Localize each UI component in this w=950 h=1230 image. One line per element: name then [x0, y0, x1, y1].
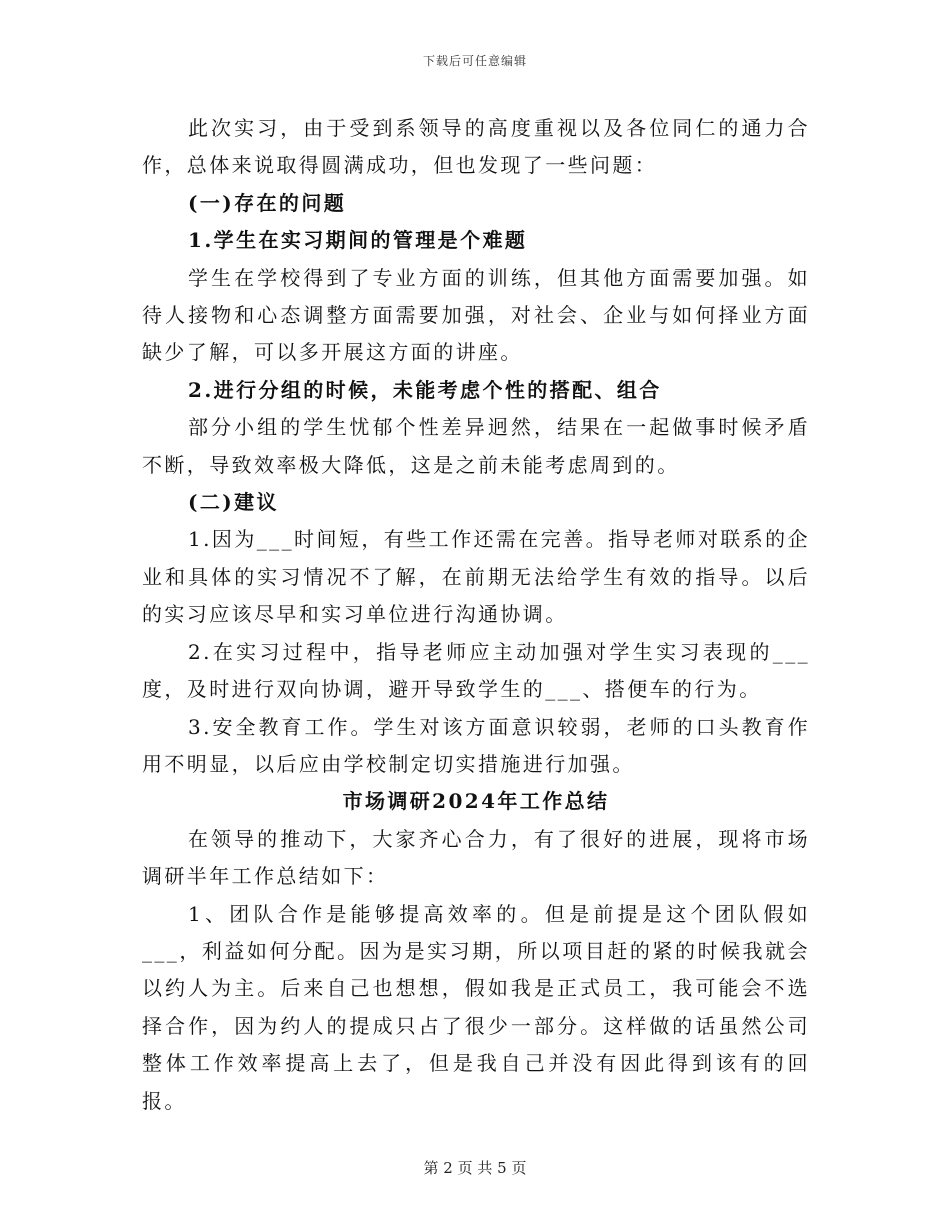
document-body	[142, 110, 810, 1120]
suggestion-3: 3.安全教育工作。学生对该方面意识较弱，老师的口头教育作用不明显，以后应由学校制定切实措施进行加强。	[142, 714, 810, 776]
subheading-grouping: 2.进行分组的时候，未能考虑个性的搭配、组合	[188, 377, 662, 402]
document-title: 市场调研2024年工作总结	[342, 789, 610, 814]
management-paragraph: 学生在学校得到了专业方面的训练，但其他方面需要加强。如待人接物和心态调整方面需要加强，对社会、企业与如何择业方面缺少了解，可以多开展这方面的讲座。	[142, 265, 810, 365]
subheading-management: 1.学生在实习期间的管理是个难题	[188, 228, 528, 253]
section-heading-suggestions: (二)建议	[188, 490, 279, 515]
page-header: 下载后可任意编辑	[422, 54, 527, 68]
page-footer: 第 2 页 共 5 页	[423, 1159, 527, 1177]
suggestion-1: 1.因为___时间短，有些工作还需在完善。指导老师对联系的企业和具体的实习情况不了解，在前期无法给学生有效的指导。以后的实习应该尽早和实习单位进行沟通协调。	[142, 527, 810, 627]
grouping-paragraph: 部分小组的学生忧郁个性差异迥然，结果在一起做事时候矛盾不断，导致效率极大降低，这是之前未能考虑周到的。	[142, 415, 810, 477]
summary-point-1: 1、团队合作是能够提高效率的。但是前提是这个团队假如___，利益如何分配。因为是实习期，所以项目赶的紧的时候我就会以约人为主。后来自己也想想，假如我是正式员工，我可能会不选择合作，因为约人的提成只占了很少一部分。这样做的话虽然公司整体工作效率提高上去了，但是我自己并没有因此得到该有的回报。	[142, 901, 810, 1113]
suggestion-2: 2.在实习过程中，指导老师应主动加强对学生实习表现的___度，及时进行双向协调，避开导致学生的___、搭便车的行为。	[142, 639, 810, 702]
summary-intro: 在领导的推动下，大家齐心合力，有了很好的进展，现将市场调研半年工作总结如下：	[142, 826, 810, 889]
intro-paragraph: 此次实习，由于受到系领导的高度重视以及各位同仁的通力合作，总体来说取得圆满成功，但也发现了一些问题：	[142, 116, 810, 178]
section-heading-problems: (一)存在的问题	[188, 190, 347, 215]
